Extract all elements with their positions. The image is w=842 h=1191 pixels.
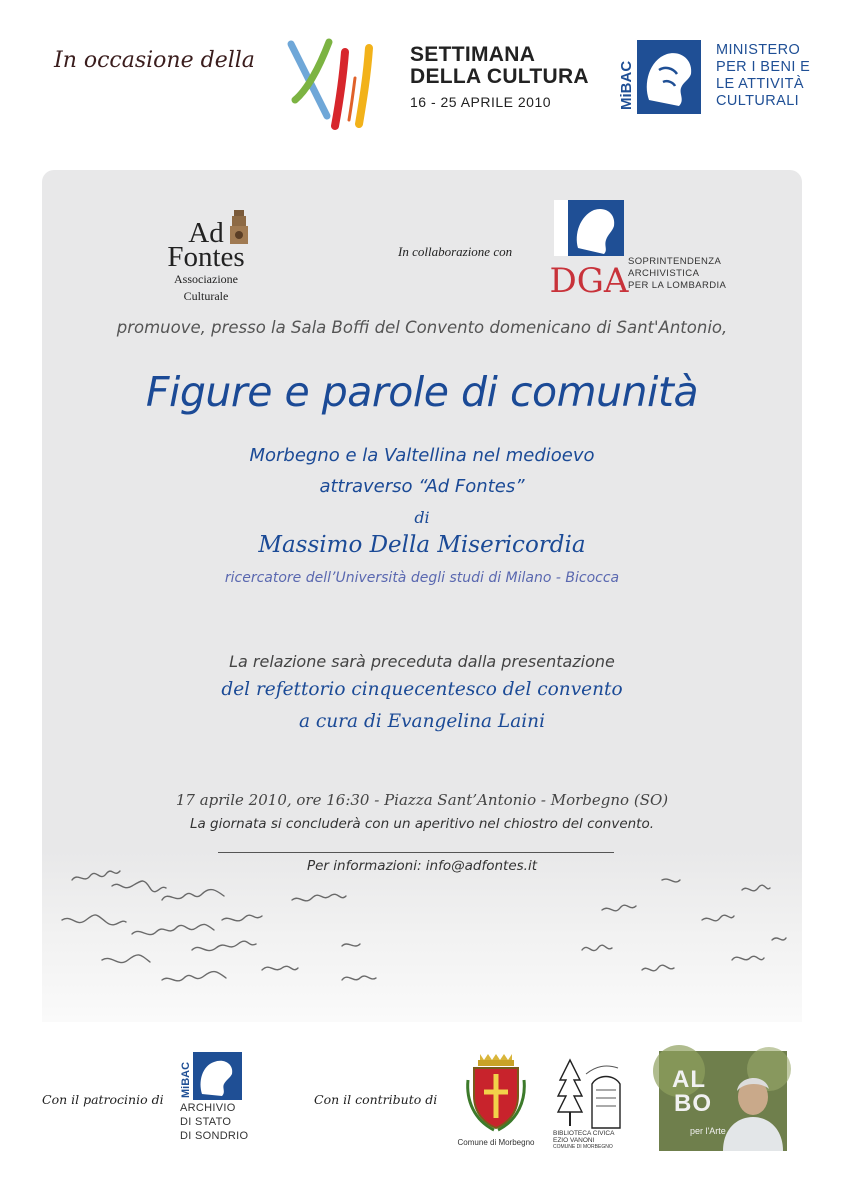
svg-text:MiBAC: MiBAC (618, 60, 635, 110)
event-title: Figure e parole di comunità (145, 368, 699, 416)
patrocinio-text: Con il patrocinio di (42, 1092, 164, 1107)
occasione-text: In occasione della (54, 48, 255, 73)
ministero-line1: MINISTERO (716, 42, 801, 58)
info-contact-text: Per informazioni: info@adfontes.it (306, 858, 538, 874)
manuscript-background (42, 850, 802, 1022)
soprintendenza-line2: ARCHIVISTICA (628, 268, 700, 279)
promuove-text: promuove, presso la Sala Boffi del Convento domenicano di Sant'Antonio, (116, 318, 728, 337)
albo-per-arte-text: per l'Arte (690, 1126, 726, 1136)
dga-text: DGA (549, 261, 629, 301)
adfontes-culturale: Culturale (183, 289, 229, 303)
settimana-cultura-text (410, 44, 589, 113)
biblioteca-line1: BIBLIOTECA CIVICA (553, 1130, 615, 1137)
settimana-dates: 16 - 25 APRILE 2010 (410, 94, 552, 110)
collaborazione-text: In collaborazione con (398, 244, 513, 259)
biblioteca-line2: EZIO VANONI (553, 1137, 595, 1144)
adfontes-fontes: Fontes (167, 241, 245, 273)
ministero-line4: CULTURALI (716, 93, 800, 109)
xii-settimana-logo (285, 38, 403, 134)
soprintendenza-text (628, 256, 726, 292)
ministero-text (716, 42, 810, 110)
mibac-archivio-logo (180, 1052, 242, 1100)
mibac-head-logo (619, 40, 701, 114)
comune-coat-of-arms-icon (464, 1050, 528, 1136)
comune-morbegno-text: Comune di Morbegno (457, 1138, 535, 1147)
archivio-line3: DI SONDRIO (180, 1130, 249, 1142)
archivio-sondrio-text (180, 1101, 248, 1143)
dga-mibac-logo (549, 200, 629, 301)
adfontes-ad: Ad (188, 217, 224, 249)
speaker-name: Massimo Della Misericordia (258, 532, 586, 558)
albo-bo: BO (674, 1090, 712, 1117)
refettorio-text: del refettorio cinquecentesco del convento (221, 679, 623, 700)
speaker-role: ricercatore dell’Università degli studi di Milano - Bicocca (224, 570, 620, 586)
svg-text:MiBAC: MiBAC (180, 1061, 192, 1098)
archivio-line2: DI STATO (180, 1116, 232, 1128)
biblioteca-line3: COMUNE DI MORBEGNO (553, 1144, 613, 1150)
conclusione-text: La giornata si concluderà con un aperitivo nel chiostro del convento. (189, 816, 655, 832)
di-text: di (414, 508, 430, 527)
settimana-line1: SETTIMANA (410, 43, 536, 66)
contributo-text: Con il contributo di (314, 1092, 438, 1107)
relazione-text: La relazione sarà preceduta dalla presentazione (229, 652, 615, 671)
biblioteca-logo-icon (556, 1054, 628, 1134)
cura-text: a cura di Evangelina Laini (299, 711, 545, 732)
albo-letters-text (672, 1068, 712, 1116)
soprintendenza-line3: PER LA LOMBARDIA (628, 280, 727, 291)
ministero-line3: LE ATTIVITÀ (716, 76, 804, 92)
biblioteca-text (553, 1130, 614, 1151)
date-place-text: 17 aprile 2010, ore 16:30 - Piazza Sant’Antonio - Morbegno (SO) (175, 791, 669, 809)
adfontes-associazione: Associazione (174, 272, 238, 286)
ministero-line2: PER I BENI E (716, 59, 811, 75)
settimana-line2: DELLA CULTURA (410, 65, 589, 88)
adfontes-logo-text (152, 217, 260, 303)
event-subtitle-1: Morbegno e la Valtellina nel medioevo (249, 445, 595, 466)
archivio-line1: ARCHIVIO (180, 1102, 236, 1114)
info-divider (218, 852, 614, 853)
event-subtitle-2: attraverso “Ad Fontes” (319, 476, 525, 497)
soprintendenza-line1: SOPRINTENDENZA (628, 256, 722, 267)
albo-al: AL (672, 1066, 706, 1093)
